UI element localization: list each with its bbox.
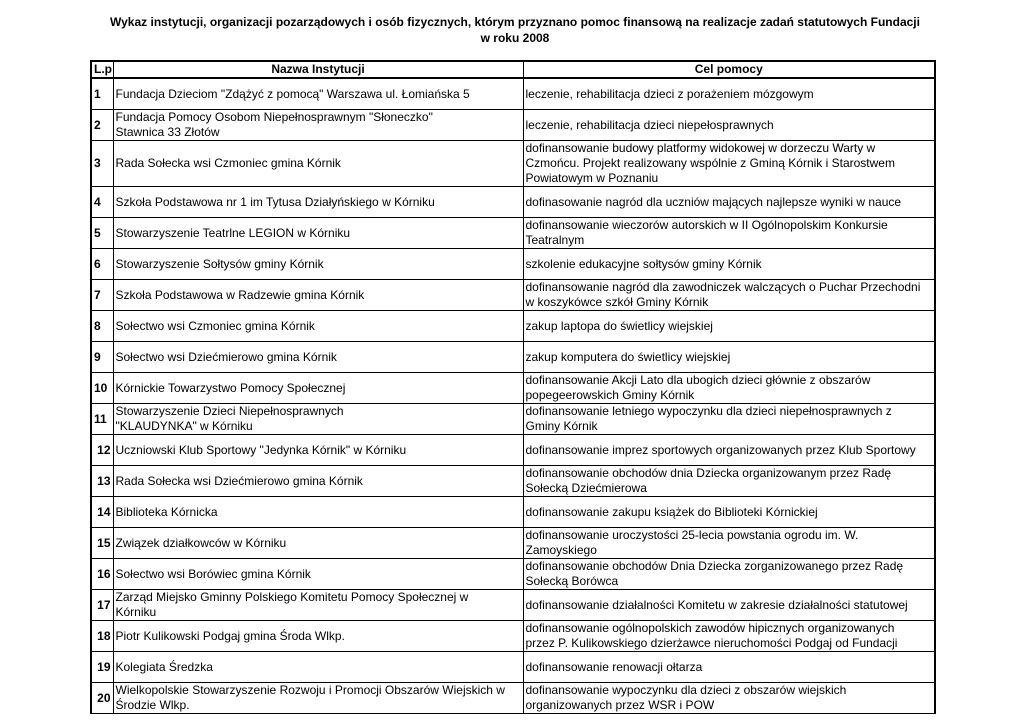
- aid-purpose-line: przez P. Kulikowskiego dzierżawce nieruchomości Podgaj od Fundacji: [525, 636, 898, 650]
- table-row: [91, 652, 935, 683]
- aid-purpose-line: dofinansowanie budowy platformy widokowej w dorzeczu Warty w: [525, 141, 876, 155]
- row-number: 2: [91, 110, 113, 141]
- table-row: [91, 590, 935, 621]
- aid-purpose-line: Powiatowym w Poznaniu: [525, 171, 659, 185]
- institution-name-cell: [113, 342, 523, 373]
- table-row: [91, 78, 935, 110]
- row-number: 5: [91, 218, 113, 249]
- aid-purpose-line: dofinansowanie renowacji ołtarza: [525, 659, 703, 674]
- aid-purpose-cell: [523, 187, 935, 218]
- institution-name-cell: [113, 621, 523, 652]
- aid-purpose-line: organizowanych przez WSR i POW: [525, 698, 715, 712]
- aid-purpose-cell: [523, 141, 935, 187]
- institution-name-line: Wielkopolskie Stowarzyszenie Rozwoju i Promocji Obszarów Wiejskich w: [115, 683, 505, 697]
- aid-purpose-line: leczenie, rehabilitacja dzieci z porażeniem mózgowym: [525, 86, 814, 101]
- row-number: 17: [91, 590, 113, 621]
- institution-name-line: Rada Sołecka wsi Czmoniec gmina Kórnik: [115, 156, 341, 170]
- table-row: [91, 311, 935, 342]
- table-header-row: [91, 61, 935, 78]
- aid-purpose-line: w koszykówce szkół Gminy Kórnik: [525, 295, 709, 309]
- table-row: [91, 187, 935, 218]
- page-title-line-1: Wykaz instytucji, organizacji pozarządowych i osób fizycznych, którym przyznano pomoc finansową na realizacje zadań statutowych Fundacji: [110, 15, 920, 29]
- aid-purpose-cell: [523, 590, 935, 621]
- row-number: 6: [91, 249, 113, 280]
- aid-purpose-line: dofinansowanie ogólnopolskich zawodów hipicznych organizowanych: [525, 621, 895, 635]
- aid-purpose-cell: [523, 218, 935, 249]
- aid-purpose-cell: [523, 683, 935, 714]
- row-number: 16: [91, 559, 113, 590]
- aid-purpose-line: dofinansowanie zakupu książek do Biblioteki Kórnickiej: [525, 504, 818, 519]
- institution-name-line: Środzie Wlkp.: [115, 698, 190, 712]
- table-row: [91, 280, 935, 311]
- row-number: 11: [91, 404, 113, 435]
- aid-purpose-cell: [523, 342, 935, 373]
- aid-purpose-cell: [523, 280, 935, 311]
- row-number: 19: [91, 652, 113, 683]
- aid-purpose-line: dofinansowanie wypoczynku dla dzieci z obszarów wiejskich: [525, 683, 847, 697]
- row-number: 8: [91, 311, 113, 342]
- institution-name-line: "KLAUDYNKA" w Kórniku: [115, 419, 253, 433]
- row-number: 18: [91, 621, 113, 652]
- aid-purpose-line: Sołecką Borówca: [525, 574, 619, 588]
- institution-name-line: Kolegiata Średzka: [115, 659, 213, 674]
- institution-name-line: Fundacja Pomocy Osobom Niepełnosprawnym "Słoneczko": [115, 110, 433, 124]
- page-title: [60, 14, 970, 46]
- funding-table: [90, 60, 936, 714]
- institution-name-line: Fundacja Dzieciom "Zdążyć z pomocą" Warszawa ul. Łomiańska 5: [115, 86, 470, 101]
- institution-name-cell: [113, 559, 523, 590]
- row-number: 7: [91, 280, 113, 311]
- aid-purpose-line: dofinasowanie nagród dla uczniów mających najlepsze wyniki w nauce: [525, 194, 902, 209]
- institution-name-cell: [113, 466, 523, 497]
- aid-purpose-line: dofinansowanie letniego wypoczynku dla dzieci niepełnosprawnych z: [525, 404, 892, 418]
- row-number: 9: [91, 342, 113, 373]
- aid-purpose-line: popegeerowskich Gminy Kórnik: [525, 388, 695, 402]
- table-row: [91, 249, 935, 280]
- institution-name-line: Sołectwo wsi Dziećmierowo gmina Kórnik: [115, 349, 337, 364]
- institution-name-cell: [113, 590, 523, 621]
- aid-purpose-cell: [523, 559, 935, 590]
- aid-purpose-line: Gminy Kórnik: [525, 419, 598, 433]
- table-row: [91, 435, 935, 466]
- institution-name-line: Sołectwo wsi Czmoniec gmina Kórnik: [115, 318, 315, 333]
- institution-name-line: Stowarzyszenie Dzieci Niepełnosprawnych: [115, 404, 344, 418]
- aid-purpose-cell: [523, 78, 935, 110]
- institution-name-line: Piotr Kulikowski Podgaj gmina Środa Wlkp.: [115, 628, 345, 643]
- institution-name-cell: [113, 187, 523, 218]
- aid-purpose-cell: [523, 110, 935, 141]
- aid-purpose-line: dofinansowanie Akcji Lato dla ubogich dzieci głównie z obszarów: [525, 373, 871, 387]
- aid-purpose-cell: [523, 466, 935, 497]
- row-number: 4: [91, 187, 113, 218]
- page-title-line-2: w roku 2008: [480, 31, 550, 45]
- aid-purpose-line: Teatralnym: [525, 233, 585, 247]
- row-number: 12: [91, 435, 113, 466]
- table-row: [91, 466, 935, 497]
- aid-purpose-line: dofinansowanie uroczystości 25-lecia powstania ogrodu im. W.: [525, 528, 859, 542]
- aid-purpose-cell: [523, 435, 935, 466]
- institution-name-line: Szkoła Podstawowa nr 1 im Tytusa Działyńskiego w Kórniku: [115, 194, 435, 209]
- institution-name-line: Kórniku: [115, 605, 157, 619]
- aid-purpose-line: dofinansowanie wieczorów autorskich w II Ogólnopolskim Konkursie: [525, 218, 888, 232]
- table-row: [91, 110, 935, 141]
- institution-name-cell: [113, 435, 523, 466]
- aid-purpose-line: Czmońcu. Projekt realizowany wspólnie z Gminą Kórnik i Starostwem: [525, 156, 895, 170]
- institution-name-cell: [113, 528, 523, 559]
- table-row: [91, 528, 935, 559]
- aid-purpose-line: leczenie, rehabilitacja dzieci niepełosprawnych: [525, 117, 774, 132]
- aid-purpose-cell: [523, 621, 935, 652]
- table-row: [91, 218, 935, 249]
- institution-name-line: Sołectwo wsi Borówiec gmina Kórnik: [115, 566, 311, 581]
- institution-name-line: Stowarzyszenie Sołtysów gminy Kórnik: [115, 256, 324, 271]
- institution-name-line: Stowarzyszenie Teatrlne LEGION w Kórniku: [115, 225, 351, 240]
- institution-name-line: Szkoła Podstawowa w Radzewie gmina Kórnik: [115, 287, 365, 302]
- institution-name-cell: [113, 141, 523, 187]
- aid-purpose-line: zakup komputera do świetlicy wiejskiej: [525, 349, 731, 364]
- institution-name-cell: [113, 218, 523, 249]
- institution-name-cell: [113, 311, 523, 342]
- institution-name-cell: [113, 280, 523, 311]
- aid-purpose-line: Sołecką Dziećmierowa: [525, 481, 647, 495]
- institution-name-cell: [113, 110, 523, 141]
- aid-purpose-line: dofinansowanie obchodów Dnia Dziecka zorganizowanego przez Radę: [525, 559, 904, 573]
- institution-name-cell: [113, 404, 523, 435]
- table-row: [91, 404, 935, 435]
- aid-purpose-line: dofinansowanie obchodów dnia Dziecka organizowanym przez Radę: [525, 466, 892, 480]
- aid-purpose-line: dofinansowanie imprez sportowych organizowanych przez Klub Sportowy: [525, 442, 916, 457]
- table-row: [91, 342, 935, 373]
- table-row: [91, 683, 935, 714]
- table-row: [91, 621, 935, 652]
- institution-name-cell: [113, 249, 523, 280]
- institution-name-line: Związek działkowców w Kórniku: [115, 535, 287, 550]
- aid-purpose-cell: [523, 373, 935, 404]
- aid-purpose-cell: [523, 249, 935, 280]
- row-number: 1: [91, 78, 113, 110]
- aid-purpose-cell: [523, 404, 935, 435]
- aid-purpose-line: dofinansowanie działalności Komitetu w zakresie działalności statutowej: [525, 597, 908, 612]
- row-number: 13: [91, 466, 113, 497]
- institution-name-line: Biblioteka Kórnicka: [115, 504, 218, 519]
- institution-name-line: Stawnica 33 Złotów: [115, 125, 220, 139]
- institution-name-cell: [113, 78, 523, 110]
- institution-name-line: Uczniowski Klub Sportowy "Jedynka Kórnik" w Kórniku: [115, 442, 407, 457]
- aid-purpose-cell: [523, 652, 935, 683]
- aid-purpose-cell: [523, 528, 935, 559]
- row-number: 10: [91, 373, 113, 404]
- row-number: 20: [91, 683, 113, 714]
- institution-name-cell: [113, 683, 523, 714]
- aid-purpose-line: dofinansowanie nagród dla zawodniczek walczących o Puchar Przechodni: [525, 280, 921, 294]
- header-lp: L.p: [91, 61, 113, 78]
- institution-name-cell: [113, 497, 523, 528]
- row-number: 15: [91, 528, 113, 559]
- header-institution-name: Nazwa Instytucji: [113, 61, 523, 78]
- row-number: 3: [91, 141, 113, 187]
- institution-name-cell: [113, 652, 523, 683]
- table-body: [91, 78, 935, 714]
- table-row: [91, 141, 935, 187]
- row-number: 14: [91, 497, 113, 528]
- institution-name-line: Rada Sołecka wsi Dziećmierowo gmina Kórnik: [115, 473, 363, 488]
- institution-name-line: Kórnickie Towarzystwo Pomocy Społecznej: [115, 380, 346, 395]
- header-aid-purpose: Cel pomocy: [523, 61, 935, 78]
- aid-purpose-cell: [523, 497, 935, 528]
- aid-purpose-line: Zamoyskiego: [525, 543, 597, 557]
- aid-purpose-cell: [523, 311, 935, 342]
- institution-name-line: Zarząd Miejsko Gminny Polskiego Komitetu Pomocy Społecznej w: [115, 590, 469, 604]
- table-row: [91, 373, 935, 404]
- table-row: [91, 559, 935, 590]
- institution-name-cell: [113, 373, 523, 404]
- aid-purpose-line: zakup laptopa do świetlicy wiejskiej: [525, 318, 713, 333]
- aid-purpose-line: szkolenie edukacyjne sołtysów gminy Kórnik: [525, 256, 762, 271]
- table-row: [91, 497, 935, 528]
